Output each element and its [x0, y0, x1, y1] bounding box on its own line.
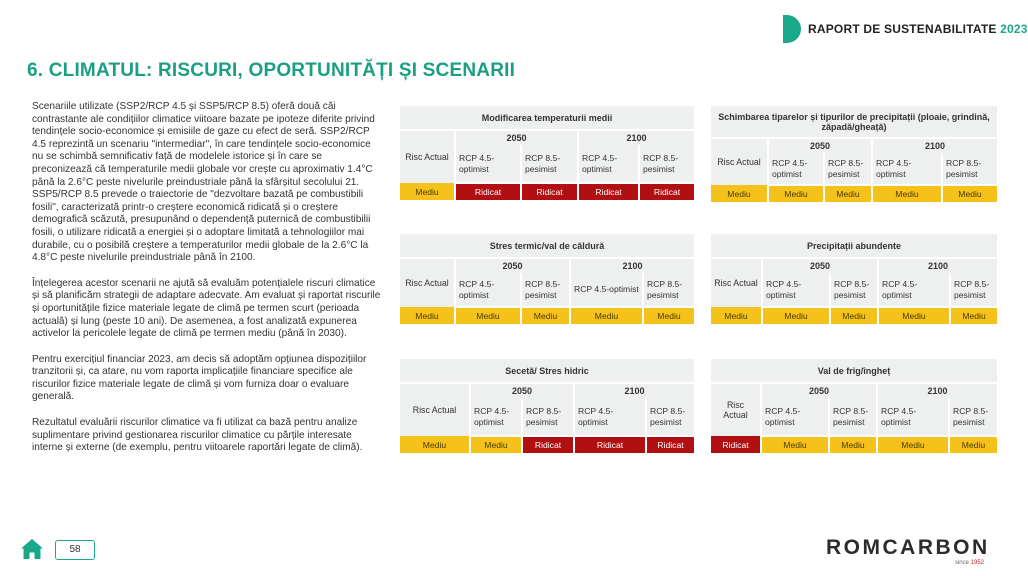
- risk-cell-2100-rcp85: Mediu: [643, 307, 694, 324]
- page-title: 6. CLIMATUL: RISCURI, OPORTUNITĂȚI ȘI SCENARII: [27, 60, 516, 81]
- risk-row: [400, 183, 694, 200]
- year-2050-header: 2050: [455, 258, 570, 273]
- risk-cell-actual: Mediu: [400, 307, 455, 324]
- scenario-rcp85-2050: RCP 8.5-pesimist: [829, 398, 877, 436]
- report-title: [808, 22, 1028, 36]
- table-title: Schimbarea tiparelor și tipurilor de precipitații (ploaie, grindină, zăpadă/gheață): [711, 106, 997, 138]
- risk-cell-actual: Ridicat: [711, 436, 761, 453]
- risc-actual-label: Risc Actual: [400, 383, 470, 436]
- scenario-rcp45-2100: RCP 4.5-optimist: [578, 145, 639, 183]
- logo-since-label: since: [954, 560, 969, 566]
- scenario-rcp85-2050: RCP 8.5-pesimist: [830, 273, 878, 307]
- scenario-rcp45-2100: RCP 4.5-optimist: [574, 398, 646, 436]
- risk-cell-2100-rcp45: Ridicat: [574, 436, 646, 453]
- risk-cell-2100-rcp45: Ridicat: [578, 183, 639, 200]
- year-2100-header: 2100: [574, 383, 694, 398]
- paragraph-financial-year: Pentru exercițiul financiar 2023, am decis să adoptăm opțiunea dispozițiilor tranzitorii și, ca atare, nu vom raporta implicațiile financiare specifice ale riscurilor fizice materiale legate de climă și vom furniza doar o evaluare generală.: [32, 353, 367, 403]
- risk-table-cold-wave: [711, 359, 997, 453]
- romcarbon-logo: [826, 536, 990, 566]
- year-2050-header: 2050: [762, 258, 878, 273]
- risc-actual-label: Risc Actual: [400, 258, 455, 307]
- scenario-rcp85-2100: RCP 8.5-pesimist: [949, 398, 997, 436]
- scenario-rcp45-2050: RCP 4.5-optimist: [455, 273, 521, 307]
- logo-since-year: 1952: [970, 560, 984, 566]
- table-title: Precipitații abundente: [711, 234, 997, 258]
- risc-actual-label: Risc Actual: [711, 258, 762, 307]
- year-2100-header: 2100: [877, 383, 997, 398]
- risc-actual-label: Risc Actual: [711, 383, 761, 436]
- year-2100-header: 2100: [878, 258, 997, 273]
- risk-cell-2050-rcp45: Mediu: [761, 436, 829, 453]
- table-title: Val de frig/îngheț: [711, 359, 997, 383]
- risk-cell-2050-rcp85: Ridicat: [521, 183, 578, 200]
- risc-actual-label: Risc Actual: [711, 138, 768, 185]
- logo-text: ROMCARBON: [826, 536, 990, 559]
- risk-cell-2100-rcp45: Mediu: [872, 185, 942, 202]
- year-2050-header: 2050: [470, 383, 574, 398]
- page-number: 58: [55, 540, 95, 560]
- scenario-rcp45-2100: RCP 4.5-optimist: [878, 273, 950, 307]
- report-year: 2023: [1000, 22, 1028, 36]
- report-title-text: RAPORT DE SUSTENABILITATE: [808, 22, 997, 36]
- scenario-rcp85-2050: RCP 8.5-pesimist: [521, 273, 570, 307]
- risk-cell-2050-rcp45: Mediu: [762, 307, 830, 324]
- risk-cell-actual: Mediu: [711, 307, 762, 324]
- risk-row: [711, 436, 997, 453]
- scenario-rcp45-2100: RCP 4.5-optimist: [877, 398, 949, 436]
- risk-cell-2050-rcp45: Mediu: [768, 185, 824, 202]
- risk-cell-2050-rcp85: Mediu: [830, 307, 878, 324]
- scenario-rcp45-2050: RCP 4.5-optimist: [762, 273, 830, 307]
- paragraph-scenarios: Scenariile utilizate (SSP2/RCP 4.5 și SSP5/RCP 8.5) oferă două căi contrastante ale condițiilor climatice viitoare bazate pe ipoteze diferite privind tendințele socio-economice și emisiile de gaze cu efect de seră. SSP2/RCP 4.5 reprezintă un scenariu "intermediar", în care tendințele socio-economice nu se schimbă semnificativ față de modelele istorice și în care se preconizează că temperaturile medii globale vor crește cu aproximativ 1.4°C până la 2.6°C peste nivelurile preindustriale până la sfârșitul secolului 21.: [32, 101, 375, 188]
- risk-cell-actual: Mediu: [711, 185, 768, 202]
- risk-cell-actual: Mediu: [400, 436, 470, 453]
- risk-cell-2100-rcp45: Mediu: [570, 307, 643, 324]
- risk-table-heavy-precipitation: [711, 234, 997, 324]
- risk-cell-2100-rcp85: Mediu: [949, 436, 997, 453]
- risk-cell-2050-rcp85: Ridicat: [522, 436, 574, 453]
- risk-table-heat-stress: [400, 234, 694, 324]
- scenario-rcp85-2100: RCP 8.5-pesimist: [646, 398, 694, 436]
- risk-cell-2100-rcp85: Mediu: [942, 185, 997, 202]
- risk-cell-2050-rcp85: Mediu: [824, 185, 872, 202]
- risk-cell-2050-rcp45: Mediu: [455, 307, 521, 324]
- home-icon[interactable]: [20, 538, 44, 560]
- scenario-rcp85-2100: RCP 8.5-pesimist: [950, 273, 997, 307]
- risk-cell-2050-rcp85: Mediu: [521, 307, 570, 324]
- scenario-rcp85-2050: RCP 8.5-pesimist: [522, 398, 574, 436]
- paragraph-ssp5: SSP5/RCP 8.5 prevede o traiectorie de "dezvoltare bazată pe combustibili fosili", caracterizată printr-o creștere economică ridicată și o creștere demografică scăzută, presupunând o dependență puternică de combustibilii fosili, o utilizare ridicată a energiei și o adoptare limitată a tehnologiilor mai durabile, cu o posibilă creștere a temperaturilor medii globale de la 2.6°C la 4.8°C peste nivelurile preindustriale până în 2100.: [32, 189, 371, 264]
- risk-cell-2050-rcp85: Mediu: [829, 436, 877, 453]
- year-2100-header: 2100: [570, 258, 694, 273]
- scenario-rcp45-2100: RCP 4.5-optimist: [570, 273, 643, 307]
- risk-cell-2100-rcp85: Ridicat: [639, 183, 694, 200]
- risk-table-precipitation-patterns: [711, 106, 997, 202]
- risk-cell-2050-rcp45: Ridicat: [455, 183, 521, 200]
- year-2100-header: 2100: [578, 130, 694, 145]
- risk-cell-2100-rcp85: Mediu: [950, 307, 997, 324]
- risk-row: [400, 307, 694, 324]
- scenario-rcp85-2100: RCP 8.5-pesimist: [643, 273, 694, 307]
- scenario-rcp85-2050: RCP 8.5-pesimist: [824, 153, 872, 185]
- year-2100-header: 2100: [872, 138, 997, 153]
- scenario-rcp85-2100: RCP 8.5-pesimist: [942, 153, 997, 185]
- scenario-rcp85-2050: RCP 8.5-pesimist: [521, 145, 578, 183]
- risk-cell-2100-rcp45: Mediu: [878, 307, 950, 324]
- table-title: Secetă/ Stres hidric: [400, 359, 694, 383]
- scenario-rcp45-2050: RCP 4.5-optimist: [455, 145, 521, 183]
- paragraph-result: Rezultatul evaluării riscurilor climatice va fi utilizat ca bază pentru analize suplimentare privind gestionarea riscurilor climatice cu părțile interesate interne și externe (de exemplu, pentru viitoarele raportări legate de climă).: [32, 417, 363, 454]
- scenario-rcp85-2100: RCP 8.5-pesimist: [639, 145, 694, 183]
- risk-row: [400, 436, 694, 453]
- risk-cell-2100-rcp45: Mediu: [877, 436, 949, 453]
- year-2050-header: 2050: [761, 383, 877, 398]
- table-title: Stres termic/val de căldură: [400, 234, 694, 258]
- body-text: [32, 101, 384, 455]
- risk-table-temperature: [400, 106, 694, 200]
- risk-table-drought: [400, 359, 694, 453]
- year-2050-header: 2050: [768, 138, 872, 153]
- scenario-rcp45-2100: RCP 4.5-optimist: [872, 153, 942, 185]
- header-accent-shape: [783, 15, 801, 43]
- scenario-rcp45-2050: RCP 4.5-optimist: [761, 398, 829, 436]
- risc-actual-label: Risc Actual: [400, 130, 455, 183]
- risk-row: [711, 185, 997, 202]
- table-title: Modificarea temperaturii medii: [400, 106, 694, 130]
- year-2050-header: 2050: [455, 130, 578, 145]
- risk-cell-actual: Mediu: [400, 183, 455, 200]
- risk-cell-2100-rcp85: Ridicat: [646, 436, 694, 453]
- scenario-rcp45-2050: RCP 4.5-optimist: [768, 153, 824, 185]
- paragraph-understanding: Înțelegerea acestor scenarii ne ajută să evaluăm potențialele riscuri climatice și să planificăm strategii de adaptare adecvate. Am evaluat și raportat riscurile și oportunitățile fizice materiale legate de climă pe termen scurt (perioada actuală) și lung (peste 10 ani). De asemenea, a fost analizată expunerea activelor la pericolele legate de climă pe termen mediu (până în 2030).: [32, 277, 381, 340]
- scenario-rcp45-2050: RCP 4.5-optimist: [470, 398, 522, 436]
- risk-row: [711, 307, 997, 324]
- risk-cell-2050-rcp45: Mediu: [470, 436, 522, 453]
- logo-since: [955, 560, 984, 566]
